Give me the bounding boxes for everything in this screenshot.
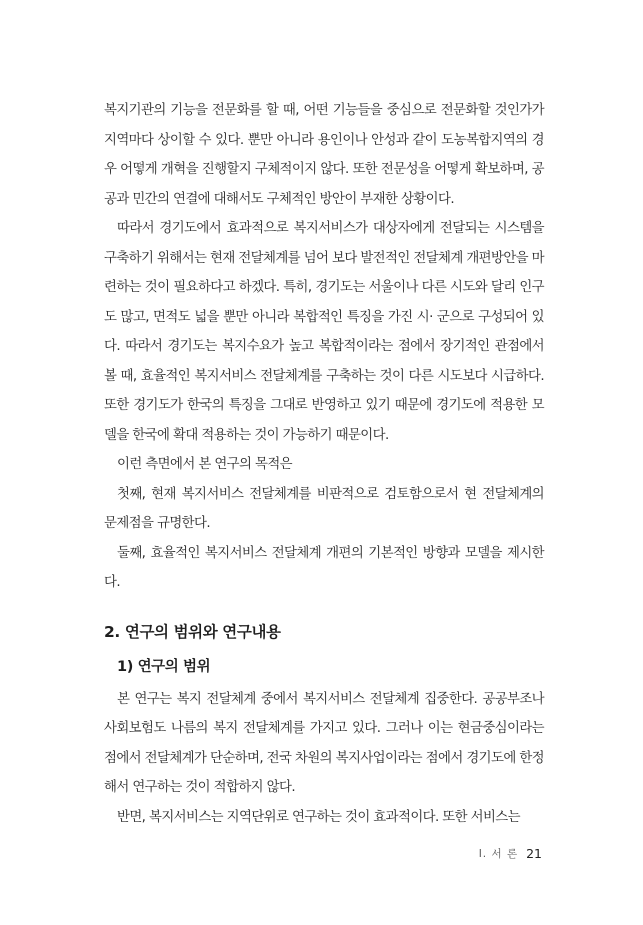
paragraph-intro-1: 복지기관의 기능을 전문화를 할 때, 어떤 기능들을 중심으로 전문화할 것인가가 지역마다 상이할 수 있다. 뿐만 아니라 용인이나 안성과 같이 도농복합지역의 경우 어떻게 개혁을 진행할지 구체적이지 않다. 또한 전문성을 어떻게 확보하며, 공공과 민간의 연결에 대해서도 구체적인 방안이 부재한 상황이다. [104,103,544,207]
paragraph-scope-2: 반면, 복지서비스는 지역단위로 연구하는 것이 효과적이다. 또한 서비스는 [117,809,520,825]
page-footer [479,846,542,861]
footer-chapter-label: Ⅰ. 서 론 [478,848,519,860]
paragraph-purpose-second: 둘째, 효율적인 복지서비스 전달체계 개편의 기본적인 방향과 모델을 제시한다. [104,545,544,590]
paragraph-scope-1: 본 연구는 복지 전달체계 중에서 복지서비스 전달체계 집중한다. 공공부조나 사회보험도 나름의 복지 전달체계를 가지고 있다. 그러나 이는 현금중심이라는 점에서 전달체계가 단순하며, 전국 차원의 복지사업이라는 점에서 경기도에 한정해서 연구하는 것이 적합하지 않다. [104,691,544,795]
paragraph-purpose-first: 첫째, 현재 복지서비스 전달체계를 비판적으로 검토함으로서 현 전달체계의 문제점을 규명한다. [104,486,544,531]
body-text [104,96,544,832]
paragraph-intro-2: 따라서 경기도에서 효과적으로 복지서비스가 대상자에게 전달되는 시스템을 구축하기 위해서는 현재 전달체계를 넘어 보다 발전적인 전달체계 개편방안을 마련하는 것이 필요하다고 하겠다. 특히, 경기도는 서울이나 다른 시도와 달리 인구도 많고, 면적도 넓을 뿐만 아니라 복합적인 특징을 가진 시· 군으로 구성되어 있다. 따라서 경기도는 복지수요가 높고 복합적이라는 점에서 장기적인 관점에서 볼 때, 효율적인 복지서비스 전달체계를 구축하는 것이 다른 시도보다 시급하다. 또한 경기도가 한국의 특징을 그대로 반영하고 있기 때문에 경기도에 적용한 모델을 한국에 확대 적용하는 것이 가능하기 때문이다. [104,221,544,443]
sub-heading: 1) 연구의 범위 [117,658,211,675]
page-number: 21 [526,846,542,861]
section-heading: 2. 연구의 범위와 연구내용 [104,622,281,641]
paragraph-purpose-lead: 이런 측면에서 본 연구의 목적은 [117,457,292,472]
